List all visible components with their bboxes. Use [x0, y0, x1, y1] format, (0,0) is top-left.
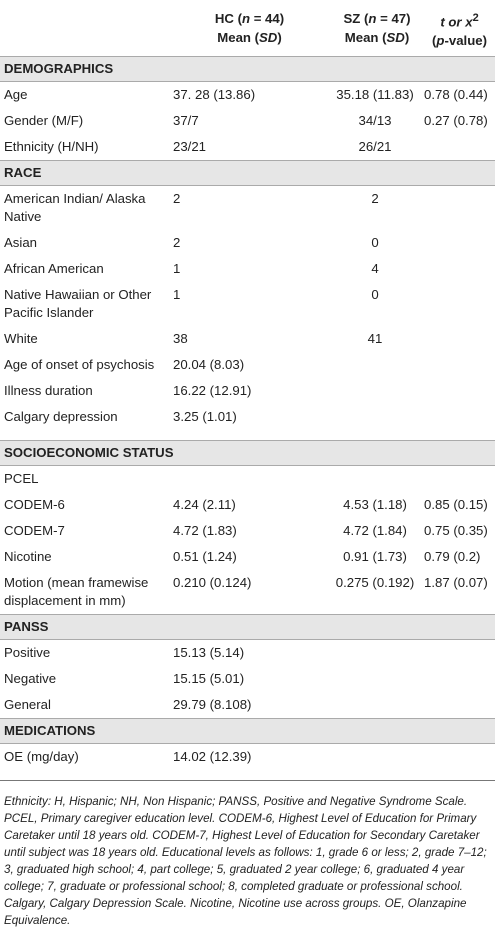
sz-value: 0	[371, 235, 379, 251]
table-footnote: Ethnicity: H, Hispanic; NH, Non Hispanic; PANSS, Positive and Negative Syndrome Scale. PCEL, Primary caregiver education level. CODEM-6, Highest Level of Education for Primary Caretaker until 18 years old. CODEM-7, Highest Level of Education for Secondary Caretaker until subject was 18 years old. Educational levels as follows: 1, grade 6 or less; 2, grade 7–12; 3, graduated high school; 4, part college; 5, graduated 2 year college; 6, graduated 4 year college; 7, graduate or professional school; 8, completed graduate or professional school. Calgary, Calgary Depression Scale. Nicotine, Nicotine use across groups. OE, Olanzapine Equivalence.	[4, 795, 487, 928]
row-label: PCEL	[4, 471, 39, 487]
hc-value: 14.02 (12.39)	[173, 749, 252, 765]
header-stat-sup: 2	[472, 12, 479, 24]
table-row	[0, 640, 495, 667]
header-sz-count: = 47)	[376, 11, 411, 26]
sz-value	[330, 404, 420, 430]
sz-value: 35.18 (11.83)	[336, 87, 414, 103]
section-spacer	[0, 430, 495, 441]
row-label: Calgary depression	[4, 409, 118, 425]
header-sz-close: )	[404, 30, 410, 45]
header-hc-mean: Mean (	[217, 30, 260, 45]
sz-value	[330, 640, 420, 667]
sz-value: 0	[371, 287, 379, 303]
table-row	[0, 108, 495, 134]
hc-value	[165, 466, 330, 493]
hc-value: 1	[173, 261, 181, 277]
header-hc-text: HC (	[214, 11, 242, 26]
table-row	[0, 518, 495, 544]
section-title: PANSS	[0, 615, 495, 640]
row-label: Asian	[4, 235, 37, 251]
table-row	[0, 466, 495, 493]
hc-value: 0.51 (1.24)	[173, 549, 237, 565]
hc-value: 20.04 (8.03)	[173, 357, 245, 373]
stat-value	[420, 666, 495, 692]
table-row	[0, 326, 495, 352]
row-label: Native Hawaiian or Other Pacific Islander	[4, 287, 152, 321]
hc-value: 38	[173, 331, 188, 347]
sz-value	[330, 666, 420, 692]
header-sz-mean: Mean (	[344, 30, 387, 45]
hc-value: 29.79 (8.108)	[173, 697, 252, 713]
table-row	[0, 570, 495, 615]
row-label: Positive	[4, 645, 51, 661]
hc-value: 37. 28 (13.86)	[173, 87, 256, 103]
header-sz-text: SZ (	[343, 11, 369, 26]
table-row	[0, 256, 495, 282]
sz-value: 4.53 (1.18)	[343, 497, 407, 513]
hc-value: 0.210 (0.124)	[173, 575, 252, 591]
stat-value	[420, 352, 495, 378]
hc-value: 23/21	[173, 139, 207, 155]
table-row	[0, 134, 495, 161]
header-stat-p: p	[436, 33, 445, 49]
hc-value: 3.25 (1.01)	[173, 409, 237, 425]
section-header-race	[0, 161, 495, 186]
header-sz-sd: SD	[386, 30, 405, 45]
table-header-row	[0, 0, 495, 57]
row-label: Gender (M/F)	[4, 113, 84, 129]
header-sz-n: n	[368, 11, 377, 26]
row-label: Negative	[4, 671, 57, 687]
header-hc-count: = 44)	[250, 11, 285, 26]
stat-value	[420, 134, 495, 161]
hc-value: 16.22 (12.91)	[173, 383, 252, 399]
hc-value: 2	[173, 191, 181, 207]
hc-value: 4.72 (1.83)	[173, 523, 237, 539]
section-title: MEDICATIONS	[0, 719, 495, 744]
section-header-medications	[0, 719, 495, 744]
table-row	[0, 492, 495, 518]
row-label: African American	[4, 261, 104, 277]
hc-value: 2	[173, 235, 181, 251]
sz-value: 0.91 (1.73)	[343, 549, 407, 565]
header-hc-sd: SD	[259, 30, 278, 45]
stat-value	[420, 640, 495, 667]
stat-value: 0.27 (0.78)	[424, 113, 488, 129]
stat-value	[420, 230, 495, 256]
row-label: CODEM-7	[4, 523, 65, 539]
sz-value	[330, 352, 420, 378]
stat-value: 0.79 (0.2)	[424, 549, 481, 565]
stat-value	[420, 282, 495, 326]
table-row	[0, 666, 495, 692]
row-label: Nicotine	[4, 549, 52, 565]
row-label: Motion (mean framewise displacement in mm)	[4, 575, 149, 609]
header-stat-value: -value)	[444, 33, 487, 49]
table-row	[0, 692, 495, 719]
section-title: SOCIOECONOMIC STATUS	[0, 441, 495, 466]
table-row	[0, 230, 495, 256]
table-row	[0, 378, 495, 404]
stat-value	[420, 466, 495, 493]
stat-value: 0.78 (0.44)	[424, 87, 488, 103]
table-row	[0, 186, 495, 231]
hc-value: 15.13 (5.14)	[173, 645, 245, 661]
row-label: Ethnicity (H/NH)	[4, 139, 99, 155]
header-hc	[165, 0, 330, 57]
sz-value: 4	[371, 261, 379, 277]
stat-value: 0.75 (0.35)	[424, 523, 488, 539]
header-empty-cell	[0, 0, 165, 57]
header-hc-close: )	[277, 30, 282, 45]
spacer-cell	[0, 430, 495, 441]
stat-value	[420, 692, 495, 719]
section-title: DEMOGRAPHICS	[0, 57, 495, 82]
stat-value	[420, 378, 495, 404]
stat-value: 0.85 (0.15)	[424, 497, 488, 513]
table-row	[0, 404, 495, 430]
section-title: RACE	[0, 161, 495, 186]
row-label: OE (mg/day)	[4, 749, 79, 765]
row-label: CODEM-6	[4, 497, 65, 513]
sz-value	[330, 378, 420, 404]
sz-value: 34/13	[358, 113, 392, 129]
header-hc-n: n	[241, 11, 251, 26]
section-header-ses	[0, 441, 495, 466]
table-row	[0, 82, 495, 109]
header-stat	[420, 0, 495, 57]
stat-value	[420, 326, 495, 352]
table-row	[0, 744, 495, 771]
header-stat-t: t or x	[440, 14, 473, 30]
table-body	[0, 57, 495, 771]
hc-value: 4.24 (2.11)	[173, 497, 236, 513]
row-label: Age of onset of psychosis	[4, 357, 155, 373]
table-row	[0, 544, 495, 570]
sz-value	[330, 692, 420, 719]
sz-value: 2	[371, 191, 379, 207]
header-stat-open: (	[432, 33, 437, 49]
row-label: Illness duration	[4, 383, 93, 399]
header-sz	[330, 0, 420, 57]
hc-value: 1	[173, 287, 181, 303]
table-row	[0, 352, 495, 378]
hc-value: 15.15 (5.01)	[173, 671, 245, 687]
stat-value	[420, 404, 495, 430]
sz-value: 0.275 (0.192)	[335, 575, 415, 591]
section-header-demographics	[0, 57, 495, 82]
stat-value	[420, 186, 495, 231]
sz-value: 4.72 (1.84)	[343, 523, 407, 539]
sz-value	[330, 466, 420, 493]
row-label: General	[4, 697, 51, 713]
sz-value: 26/21	[358, 139, 392, 155]
stat-value	[420, 256, 495, 282]
hc-value: 37/7	[173, 113, 199, 129]
row-label: White	[4, 331, 38, 347]
stat-value: 1.87 (0.07)	[424, 575, 488, 591]
section-header-panss	[0, 615, 495, 640]
table-row	[0, 282, 495, 326]
row-label: Age	[4, 87, 28, 103]
sz-value: 41	[367, 331, 383, 347]
row-label: American Indian/ Alaska Native	[4, 191, 146, 225]
stat-value	[420, 744, 495, 771]
sz-value	[330, 744, 420, 771]
